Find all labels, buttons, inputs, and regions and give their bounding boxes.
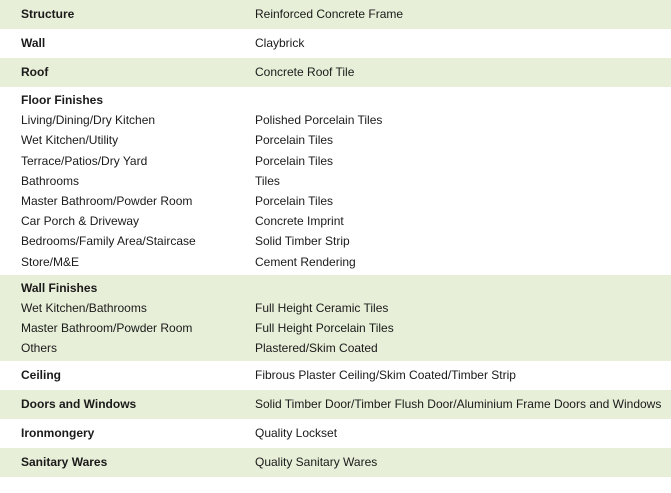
row-ironmongery xyxy=(0,419,671,448)
floor-finish-value: Porcelain Tiles xyxy=(255,153,334,168)
floor-finish-label: Wet Kitchen/Utility xyxy=(21,133,119,148)
floor-finish-label: Bathrooms xyxy=(21,173,80,188)
wall-finish-item xyxy=(0,338,671,358)
floor-finish-item xyxy=(0,130,671,150)
wall-finish-label: Wet Kitchen/Bathrooms xyxy=(21,300,147,315)
ceiling-label: Ceiling xyxy=(21,368,62,383)
floor-finish-value: Polished Porcelain Tiles xyxy=(255,113,383,128)
roof-value: Concrete Roof Tile xyxy=(255,65,355,79)
floor-finish-item xyxy=(0,110,671,130)
row-ceiling xyxy=(0,361,671,390)
floor-finish-label: Master Bathroom/Powder Room xyxy=(21,193,193,208)
floor-finish-item xyxy=(0,231,671,251)
wall-finishes-heading: Wall Finishes xyxy=(21,280,98,295)
row-wall-finishes xyxy=(0,275,671,362)
row-roof xyxy=(0,58,671,87)
wall-finish-value: Full Height Porcelain Tiles xyxy=(255,321,394,336)
structure-label: Structure xyxy=(21,7,75,21)
sanitary-wares-value: Quality Sanitary Wares xyxy=(255,455,378,470)
row-structure xyxy=(0,0,671,29)
floor-finish-item xyxy=(0,171,671,191)
structure-value: Reinforced Concrete Frame xyxy=(255,7,404,21)
floor-finish-value: Porcelain Tiles xyxy=(255,193,334,208)
floor-finishes-heading: Floor Finishes xyxy=(21,93,104,107)
roof-label: Roof xyxy=(21,65,49,79)
wall-finish-item xyxy=(0,318,671,338)
floor-finish-item xyxy=(0,191,671,211)
floor-finish-label: Bedrooms/Family Area/Staircase xyxy=(21,234,196,249)
wall-label: Wall xyxy=(21,36,46,50)
wall-finish-value: Full Height Ceramic Tiles xyxy=(255,300,389,315)
floor-finish-item xyxy=(0,151,671,171)
floor-finish-value: Porcelain Tiles xyxy=(255,133,334,148)
ironmongery-label: Ironmongery xyxy=(21,426,95,441)
row-doors-windows xyxy=(0,390,671,419)
wall-value: Claybrick xyxy=(255,36,305,50)
wall-finish-label: Master Bathroom/Powder Room xyxy=(21,321,193,336)
sanitary-wares-label: Sanitary Wares xyxy=(21,455,108,470)
wall-finish-value: Plastered/Skim Coated xyxy=(255,341,378,356)
floor-finish-value: Solid Timber Strip xyxy=(255,234,350,249)
wall-finish-label: Others xyxy=(21,341,58,356)
wall-finish-item xyxy=(0,298,671,318)
floor-finish-item xyxy=(0,252,671,272)
doors-windows-label: Doors and Windows xyxy=(21,397,137,412)
ironmongery-value: Quality Lockset xyxy=(255,426,338,441)
floor-finish-label: Store/M&E xyxy=(21,254,80,269)
floor-finish-label: Terrace/Patios/Dry Yard xyxy=(21,153,148,168)
floor-finish-label: Car Porch & Driveway xyxy=(21,214,140,229)
row-floor-finishes xyxy=(0,87,671,275)
floor-finish-value: Cement Rendering xyxy=(255,254,356,269)
floor-finish-value: Concrete Imprint xyxy=(255,214,344,229)
ceiling-value: Fibrous Plaster Ceiling/Skim Coated/Timber Strip xyxy=(255,368,516,383)
floor-finish-value: Tiles xyxy=(255,173,280,188)
floor-finish-item xyxy=(0,211,671,231)
doors-windows-value: Solid Timber Door/Timber Flush Door/Aluminium Frame Doors and Windows xyxy=(255,397,662,412)
row-sanitary-wares xyxy=(0,448,671,477)
row-wall xyxy=(0,29,671,58)
floor-finish-label: Living/Dining/Dry Kitchen xyxy=(21,113,156,128)
